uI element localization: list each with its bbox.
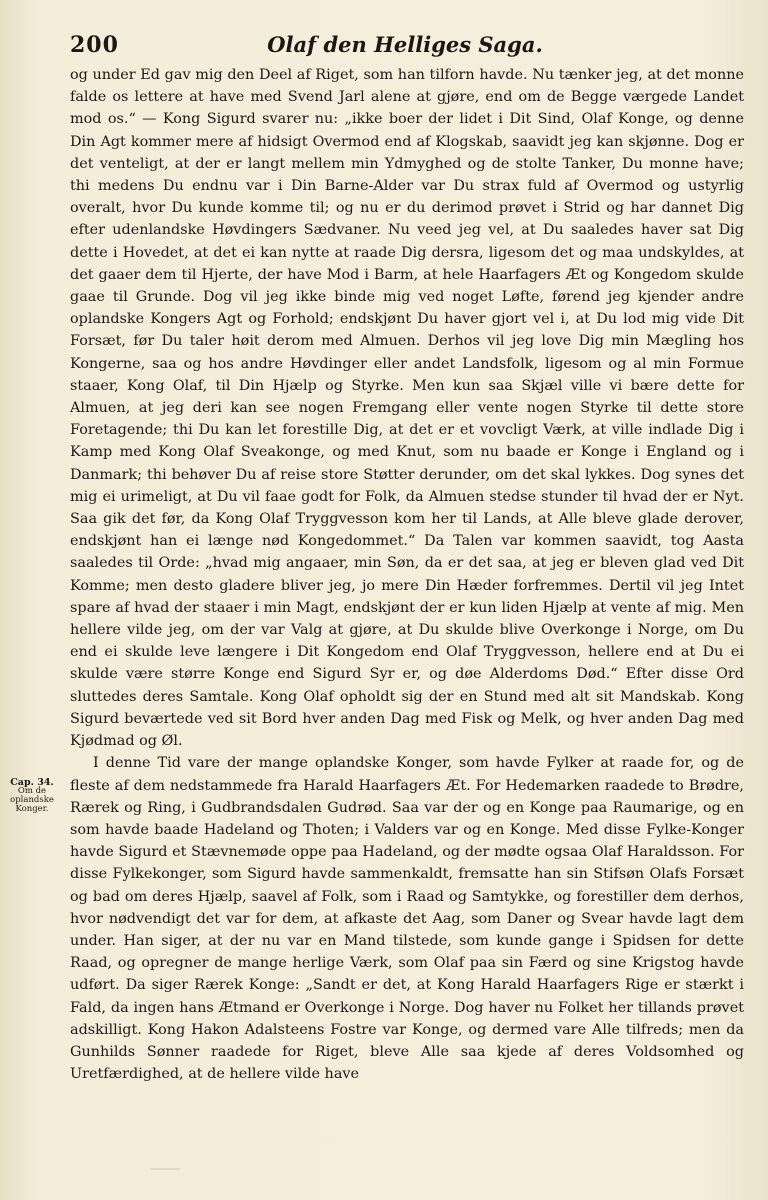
- margin-topic: Om de oplandske Konger.: [10, 786, 54, 814]
- body-text: [70, 64, 744, 1085]
- running-title: Olaf den Helliges Saga.: [267, 32, 543, 57]
- bleed-through-mark: [150, 1168, 180, 1186]
- page-number: 200: [70, 32, 119, 58]
- margin-note: [4, 778, 60, 814]
- paragraph-1: og under Ed gav mig den Deel af Riget, som han tilforn havde. Nu tænker jeg, at det monne falde os lettere at have med Svend Jarl alene at gjøre, end om de Begge værgede Landet mod os.“ — Kong Sigurd svarer nu: „ikke boer der lidet i Dit Sind, Olaf Konge, og denne Din Agt kommer mere af hidsigt Overmod end af Klogskab, saavidt jeg kan skjønne. Dog er det venteligt, at der er langt mellem min Ydmyghed og de stolte Tanker, Du monne have; thi medens Du endnu var i Din Barne-Alder var Du strax fuld af Overmod og ustyrlig overalt, hvor Du kunde komme til; og nu er du derimod prøvet i Strid og har dannet Dig efter udenlandske Høvdingers Sædvaner. Nu veed jeg vel, at Du saaledes haver sat Dig dette i Hovedet, at det ei kan nytte at raade Dig dersra, ligesom det og maa undskyldes, at det gaaer dem til Hjerte, der have Mod i Barm, at hele Haarfagers Æt og Kongedom skulde gaae til Grunde. Dog vil jeg ikke binde mig ved noget Løfte, førend jeg kjender andre oplandske Kongers Agt og Forhold; endskjønt Du haver gjort vel i, at Du lod mig vide Dit Forsæt, før Du taler høit derom med Almuen. Derhos vil jeg love Dig min Mægling hos Kongerne, saa og hos andre Høvdinger eller andet Landsfolk, ligesom og al min Formue staaer, Kong Olaf, til Din Hjælp og Styrke. Men kun saa Skjæl ville vi bære dette for Almuen, at jeg deri kan see nogen Fremgang eller vente nogen Styrke til dette store Foretagende; thi Du kan let forestille Dig, at det er et vovcligt Værk, at ville indlade Dig i Kamp med Kong Olaf Sveakonge, og med Knut, som nu baade er Konge i England og i Danmark; thi behøver Du af reise store Støtter derunder, om det skal lykkes. Dog synes det mig ei urimeligt, at Du vil faae godt for Folk, da Almuen stedse stunder til hvad der er Nyt. Saa gik det før, da Kong Olaf Tryggvesson kom her til Lands, at Alle bleve glade derover, endskjønt han ei længe nød Kongedommet.“ Da Talen var kommen saavidt, tog Aasta saaledes til Orde: „hvad mig angaaer, min Søn, da er det saa, at jeg er bleven glad ved Dit Komme; men desto gladere bliver jeg, jo mere Din Hæder forfremmes. Dertil vil jeg Intet spare af hvad der staaer i min Magt, endskjønt der er kun liden Hjælp at vente af mig. Men hellere vilde jeg, om der var Valg at gjøre, at Du skulde blive Overkonge i Norge, om Du end ei skulde leve længere i Dit Kongedom end Olaf Tryggvesson, hellere end at Du ei skulde være større Konge end Sigurd Syr er, og døe Alderdoms Død.“ Efter disse Ord sluttedes deres Samtale. Kong Olaf opholdt sig der en Stund med alt sit Mandskab. Kong Sigurd beværtede ved sit Bord hver anden Dag med Fisk og Melk, og hver anden Dag med Kjødmad og Øl.: [70, 67, 744, 750]
- page-header: [70, 28, 740, 62]
- paragraph-2: I denne Tid vare der mange oplandske Konger, som havde Fylker at raade for, og de fleste af dem nedstammede fra Harald Haarfagers Æt. For Hedemarken raadede to Brødre, Rærek og Ring, i Gudbrandsdalen Gudrød. Saa var der og en Konge paa Raumarige, og en som havde baade Hadeland og Thoten; i Valders var og en Konge. Med disse Fylke-Konger havde Sigurd et Stævnemøde oppe paa Hadeland, og der mødte ogsaa Olaf Haraldsson. For disse Fylkekonger, som Sigurd havde sammenkaldt, fremsatte han sin Stifsøn Olafs Forsæt og bad om deres Hjælp, saavel af Folk, som i Raad og Samtykke, og forestiller dem derhos, hvor nødvendigt det var for dem, at afkaste det Aag, som Daner og Svear havde lagt dem under. Han siger, at der nu var en Mand tilstede, som kunde gange i Spidsen for dette Raad, og opregner de mange herlige Værk, som Olaf paa sin Færd og sine Krigstog havde udført. Da siger Rærek Konge: „Sandt er det, at Kong Harald Haarfagers Rige er stærkt i Fald, da ingen hans Ætmand er Overkonge i Norge. Dog haver nu Folket her tillands prøvet adskilligt. Kong Hakon Adalsteens Fostre var Konge, og dermed vare Alle tilfreds; men da Gunhilds Sønner raadede for Riget, bleve Alle saa kjede af deres Voldsomhed og Uretfærdighed, at de hellere vilde have: [70, 755, 744, 1083]
- margin-chapter-number: Cap. 34.: [10, 777, 54, 788]
